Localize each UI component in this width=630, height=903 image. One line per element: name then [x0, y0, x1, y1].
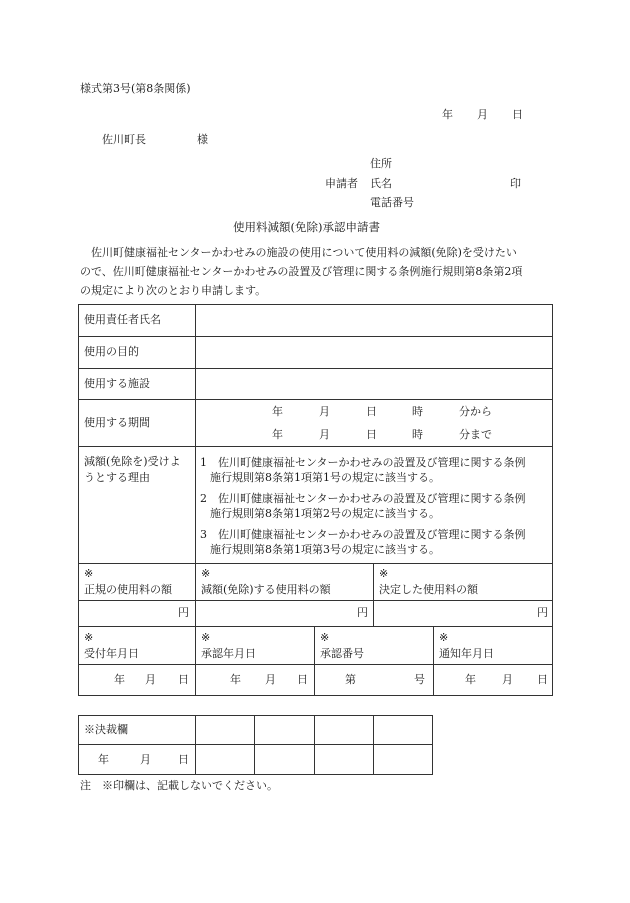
row-divider: [78, 744, 433, 745]
fee-decided-label: 決定した使用料の額: [379, 583, 478, 596]
approval-box-day: 日: [178, 753, 189, 766]
notice-month: 月: [502, 673, 513, 686]
reason-option-2-line-1: 2 佐川町健康福祉センターかわせみの設置及び管理に関する条例: [200, 492, 526, 505]
seal-mark: 印: [510, 177, 521, 190]
period-to-minute: 分まで: [459, 428, 492, 441]
column-divider: [195, 715, 196, 775]
row-divider: [78, 563, 553, 564]
approval-year: 年: [230, 673, 241, 686]
approval-box-year: 年: [98, 753, 109, 766]
period-from-minute: 分から: [459, 405, 492, 418]
body-line-2: ので、佐川町健康福祉センターかわせみの設置及び管理に関する条例施行規則第8条第2項: [80, 265, 523, 278]
reason-option-3-line-2: 施行規則第8条第1項第3号の規定に該当する。: [210, 543, 440, 556]
period-to-hour: 時: [412, 428, 423, 441]
received-date-label: 受付年月日: [84, 647, 139, 660]
body-paragraph: [80, 243, 555, 300]
reason-label-line-1: 減額(免除を)受けよ: [84, 455, 181, 468]
approval-table: [78, 715, 433, 775]
date-month-label: 月: [477, 108, 488, 121]
reason-option-3: [200, 527, 552, 557]
reason-option-1-line-2: 施行規則第8条第1項第1号の規定に該当する。: [210, 471, 440, 484]
footnote: 注 ※印欄は、記載しないでください。: [80, 779, 278, 792]
notice-year: 年: [465, 673, 476, 686]
period-to-month: 月: [319, 428, 330, 441]
received-month: 月: [145, 673, 156, 686]
addressee-suffix: 様: [197, 133, 208, 146]
approval-label: ※決裁欄: [84, 723, 128, 736]
approval-no-suffix: 号: [414, 673, 425, 686]
row-divider: [78, 336, 553, 337]
approval-no-prefix: 第: [345, 673, 356, 686]
notice-date-label: 通知年月日: [439, 647, 494, 660]
facility-label: 使用する施設: [84, 377, 150, 390]
period-to-day: 日: [366, 428, 377, 441]
reason-option-3-line-1: 3 佐川町健康福祉センターかわせみの設置及び管理に関する条例: [200, 528, 526, 541]
period-to-year: 年: [272, 428, 283, 441]
row-divider: [78, 446, 553, 447]
notice-day: 日: [537, 673, 548, 686]
body-line-1: 佐川町健康福祉センターかわせみの施設の使用について使用料の減額(免除)を受けたい: [91, 246, 517, 259]
document-title: 使用料減額(免除)承認申請書: [233, 220, 380, 234]
column-divider: [254, 715, 255, 775]
applicant-address-label: 住所: [370, 157, 392, 170]
office-use-mark: ※: [320, 631, 330, 644]
reason-label-line-2: うとする理由: [84, 471, 150, 484]
period-label: 使用する期間: [84, 416, 150, 429]
date-day-label: 日: [512, 108, 523, 121]
column-divider: [433, 626, 434, 696]
received-year: 年: [114, 673, 125, 686]
body-line-3: の規定により次のとおり申請します。: [80, 284, 267, 297]
office-use-mark: ※: [201, 567, 211, 580]
column-divider: [195, 304, 196, 696]
office-use-mark: ※: [84, 631, 94, 644]
approval-box-month: 月: [140, 753, 151, 766]
approval-number-label: 承認番号: [320, 647, 364, 660]
row-divider: [78, 399, 553, 400]
reason-option-2-line-2: 施行規則第8条第1項第2号の規定に該当する。: [210, 507, 440, 520]
row-divider: [78, 600, 553, 601]
date-year-label: 年: [442, 108, 453, 121]
received-day: 日: [178, 673, 189, 686]
reason-option-2: [200, 491, 552, 521]
approval-date-label: 承認年月日: [201, 647, 256, 660]
office-use-mark: ※: [201, 631, 211, 644]
applicant-label: 申請者: [325, 177, 358, 190]
column-divider: [373, 715, 374, 775]
row-divider: [78, 626, 553, 627]
column-divider: [373, 563, 374, 626]
reason-option-1: [200, 455, 552, 485]
column-divider: [314, 626, 315, 696]
fee-reduced-yen: 円: [357, 606, 368, 619]
fee-regular-label: 正規の使用料の額: [84, 583, 172, 596]
form-number: 様式第3号(第8条関係): [80, 82, 191, 95]
row-divider: [78, 368, 553, 369]
applicant-phone-label: 電話番号: [370, 196, 414, 209]
row-divider: [78, 664, 553, 665]
responsible-name-label: 使用責任者氏名: [84, 313, 161, 326]
applicant-name-label: 氏名: [370, 177, 392, 190]
period-from-year: 年: [272, 405, 283, 418]
office-use-mark: ※: [379, 567, 389, 580]
period-from-hour: 時: [412, 405, 423, 418]
fee-decided-yen: 円: [537, 606, 548, 619]
office-use-mark: ※: [439, 631, 449, 644]
fee-regular-yen: 円: [178, 606, 189, 619]
office-use-mark: ※: [84, 567, 94, 580]
approval-month: 月: [265, 673, 276, 686]
reason-option-1-line-1: 1 佐川町健康福祉センターかわせみの設置及び管理に関する条例: [200, 456, 526, 469]
column-divider: [314, 715, 315, 775]
period-from-day: 日: [366, 405, 377, 418]
purpose-label: 使用の目的: [84, 345, 139, 358]
fee-reduced-label: 減額(免除)する使用料の額: [201, 583, 331, 596]
addressee: 佐川町長: [102, 133, 146, 146]
approval-day: 日: [297, 673, 308, 686]
period-from-month: 月: [319, 405, 330, 418]
